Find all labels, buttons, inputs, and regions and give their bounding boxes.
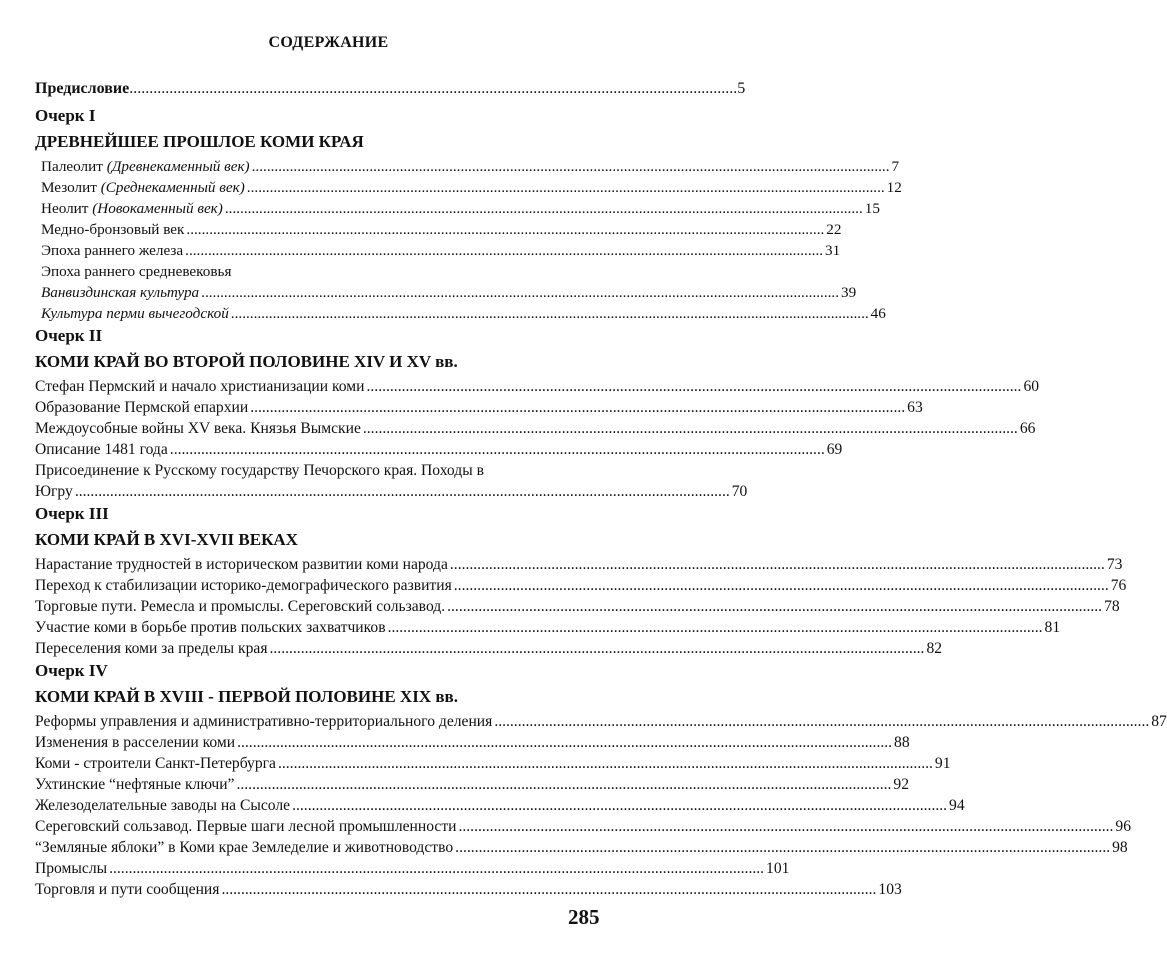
dot-leader — [270, 638, 925, 659]
toc-entry-page: 91 — [934, 755, 951, 772]
dot-leader: ........................................................................................................................................................ — [129, 80, 738, 97]
dot-leader — [185, 240, 823, 261]
toc-entry-label: Эпоха раннего железа — [41, 242, 184, 259]
toc-entry-label: Междоусобные войны XV века. Князья Вымские — [35, 420, 361, 437]
toc-entry-label: “Земляные яблоки” в Коми крае Земледелие и животноводство — [35, 839, 454, 856]
toc-entry-label: Ванвиздинская культура — [41, 284, 200, 301]
dot-leader — [458, 816, 1113, 837]
toc-entry[interactable] — [35, 397, 923, 418]
toc-entry-label: Неолит — [41, 200, 89, 217]
dot-leader — [455, 837, 1110, 858]
toc-entry-page: 66 — [1019, 420, 1036, 437]
dot-leader — [363, 418, 1018, 439]
toc-entry-page: 88 — [894, 734, 910, 751]
toc-entry-label: Переселения коми за пределы края — [35, 640, 268, 657]
section-heading: ДРЕВНЕЙШЕЕ ПРОШЛОЕ КОМИ КРАЯ — [35, 132, 364, 151]
essay-label: Очерк I — [35, 106, 96, 125]
toc-entry-page: 73 — [1106, 556, 1123, 573]
dot-leader — [109, 858, 764, 879]
toc-entry-page: 5 — [737, 80, 746, 97]
toc-entry-label: Образование Пермской епархии — [35, 399, 249, 416]
dot-leader — [250, 397, 905, 418]
toc-entry-page: 7 — [891, 158, 900, 175]
toc-entry-label: Ухтинские “нефтяные ключи” — [35, 776, 235, 793]
toc-entry[interactable] — [35, 858, 790, 879]
toc-entry-label: Стефан Пермский и начало христианизации коми — [35, 378, 365, 395]
toc-entry[interactable] — [35, 282, 857, 303]
toc-entry-label: Сереговский сользавод. Первые шаги лесной промышленности — [35, 818, 457, 835]
toc-entry-page: 60 — [1023, 378, 1040, 395]
toc-entry-page: 31 — [825, 242, 841, 259]
toc-entry-label: Торговля и пути сообщения — [35, 881, 220, 898]
toc-entry-label: Медно-бронзовый век — [41, 221, 185, 238]
toc-entry[interactable] — [35, 177, 902, 198]
toc-entry-subtitle: (Древнекаменный век) — [106, 158, 250, 175]
toc-entry-page: 87 — [1151, 713, 1167, 730]
dot-leader — [454, 575, 1109, 596]
toc-entry-label: Изменения в расселении коми — [35, 734, 236, 751]
toc-entry-label-line2: Югру — [35, 483, 73, 500]
toc-entry-label: Мезолит — [41, 179, 97, 196]
toc-entry-label: Торговые пути. Ремесла и промыслы. Сереговский сользавод. — [35, 598, 446, 615]
dot-leader — [221, 879, 876, 900]
toc-entry-group[interactable] — [35, 261, 623, 282]
toc-entry-page: 78 — [1104, 598, 1120, 615]
toc-entry-page: 94 — [949, 797, 965, 814]
toc-entry[interactable] — [35, 376, 1040, 397]
toc-entry[interactable] — [35, 554, 1123, 575]
dot-leader — [252, 156, 890, 177]
toc-entry-label: Предисловие — [35, 80, 130, 97]
toc-entry[interactable] — [35, 795, 965, 816]
toc-entry-label: Эпоха раннего средневековья — [41, 263, 232, 280]
toc-entry[interactable] — [35, 774, 910, 795]
toc-entry-page: 103 — [878, 881, 902, 898]
toc-entry-line2 — [35, 481, 748, 502]
dot-leader — [278, 753, 933, 774]
toc-entry-subtitle: (Среднекаменный век) — [100, 179, 245, 196]
toc-entry[interactable] — [35, 753, 951, 774]
dot-leader — [450, 554, 1105, 575]
dot-leader — [170, 439, 825, 460]
toc-entry-page: 76 — [1110, 577, 1127, 594]
toc-entry[interactable] — [35, 219, 842, 240]
page-number: 285 — [568, 905, 600, 929]
dot-leader — [494, 711, 1149, 732]
toc-entry-label: Участие коми в борьбе против польских захватчиков — [35, 619, 386, 636]
toc-entry[interactable] — [35, 617, 1061, 638]
toc-entry[interactable] — [35, 816, 1132, 837]
toc-entry-subtitle: (Новокаменный век) — [92, 200, 223, 217]
dot-leader — [292, 795, 947, 816]
toc-entry-page: 46 — [870, 305, 886, 322]
toc-entry[interactable] — [35, 439, 843, 460]
toc-entry-label: Описание 1481 года — [35, 441, 168, 458]
toc-entry[interactable] — [35, 837, 1128, 858]
toc-entry[interactable] — [35, 198, 880, 219]
section-heading: КОМИ КРАЙ В XVI-XVII ВЕКАХ — [35, 530, 298, 549]
toc-entry[interactable] — [35, 879, 902, 900]
toc-entry-label: Палеолит — [41, 158, 103, 175]
toc-entry[interactable] — [35, 596, 1120, 617]
section-heading: КОМИ КРАЙ В XVIII - ПЕРВОЙ ПОЛОВИНЕ XIX вв. — [35, 687, 458, 706]
toc-entry-page: 101 — [766, 860, 790, 877]
toc-entry[interactable] — [35, 732, 910, 753]
dot-leader — [225, 198, 863, 219]
dot-leader — [236, 774, 891, 795]
dot-leader — [231, 303, 869, 324]
toc-entry-label: Переход к стабилизации историко-демографического развития — [35, 577, 452, 594]
toc-entry-page: 15 — [864, 200, 880, 217]
toc-entry[interactable] — [35, 711, 1167, 732]
toc-entry-page: 69 — [826, 441, 843, 458]
toc-entry-page: 98 — [1112, 839, 1128, 856]
dot-leader — [247, 177, 885, 198]
dot-leader — [186, 219, 824, 240]
toc-entry-label: Железоделательные заводы на Сысоле — [35, 797, 291, 814]
dot-leader — [447, 596, 1102, 617]
dot-leader — [75, 481, 730, 502]
toc-entry[interactable] — [35, 303, 886, 324]
toc-entry-page: 81 — [1044, 619, 1061, 636]
toc-entry-label: Коми - строители Санкт-Петербурга — [35, 755, 276, 772]
essay-label: Очерк II — [35, 326, 103, 345]
toc-entry-label-line1: Присоединение к Русскому государству Печорского края. Походы в — [35, 462, 484, 479]
toc-entry-page: 39 — [841, 284, 857, 301]
toc-entry[interactable] — [35, 638, 943, 659]
dot-leader — [237, 732, 892, 753]
toc-entry[interactable] — [35, 156, 900, 177]
table-of-contents — [35, 80, 1167, 900]
dot-leader — [201, 282, 839, 303]
dot-leader — [388, 617, 1043, 638]
section-heading: КОМИ КРАЙ ВО ВТОРОЙ ПОЛОВИНЕ XIV И XV вв. — [35, 352, 458, 371]
essay-label: Очерк IV — [35, 661, 108, 680]
toc-entry[interactable] — [35, 240, 841, 261]
toc-entry-page: 96 — [1115, 818, 1132, 835]
toc-entry-label: Промыслы — [35, 860, 108, 877]
toc-entry[interactable] — [35, 418, 1036, 439]
dot-leader — [367, 376, 1022, 397]
toc-entry-label: Нарастание трудностей в историческом развитии коми народа — [35, 556, 448, 573]
page-title: СОДЕРЖАНИЕ — [268, 34, 389, 51]
toc-entry-page: 70 — [731, 483, 748, 500]
toc-entry-page: 22 — [826, 221, 842, 238]
toc-entry-page: 82 — [926, 640, 943, 657]
toc-entry-multiline[interactable] — [35, 460, 748, 502]
toc-entry-page: 92 — [893, 776, 910, 793]
toc-entry-label: Культура перми вычегодской — [41, 305, 229, 322]
toc-entry-page: 12 — [886, 179, 902, 196]
toc-entry[interactable] — [35, 575, 1127, 596]
toc-entry-label: Реформы управления и административно-территориального деления — [35, 713, 493, 730]
toc-entry-page: 63 — [907, 399, 923, 416]
essay-label: Очерк III — [35, 504, 109, 523]
toc-entry-preface[interactable] — [35, 80, 746, 104]
